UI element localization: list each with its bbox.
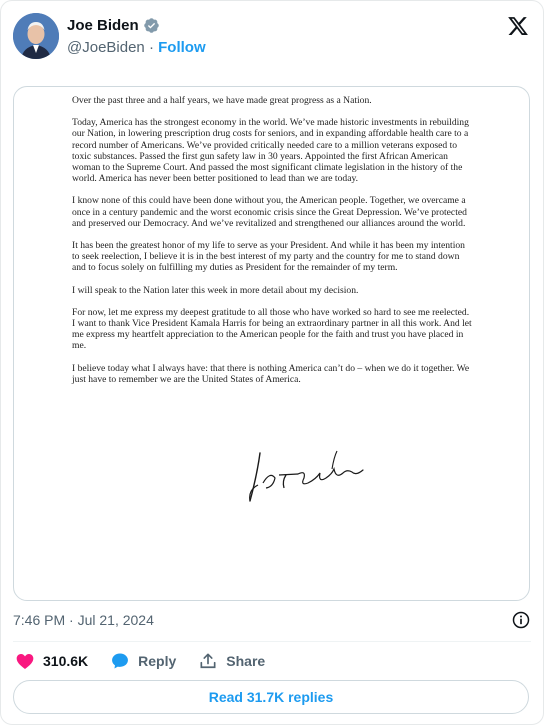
x-logo-icon[interactable] bbox=[507, 15, 529, 37]
tweet-header bbox=[13, 11, 531, 63]
tweet-meta bbox=[13, 609, 531, 631]
handle[interactable]: @JoeBiden bbox=[67, 39, 145, 56]
reply-label: Reply bbox=[138, 653, 177, 669]
like-button[interactable] bbox=[15, 651, 88, 671]
letter-image[interactable] bbox=[13, 86, 530, 601]
letter-paragraph: I believe today what I always have: that there is nothing America can’t do – when we do it together. We just have to remember we are the United States of America. bbox=[72, 362, 470, 385]
letter-text bbox=[72, 95, 474, 396]
follow-button[interactable]: Follow bbox=[158, 39, 206, 56]
info-icon[interactable] bbox=[511, 610, 531, 630]
avatar[interactable] bbox=[13, 13, 59, 59]
share-button[interactable] bbox=[198, 651, 265, 671]
letter-paragraph: It has been the greatest honor of my life to serve as your President. And while it has been my intention to seek reelection, I believe it is in the best interest of my party and the country for me to stand down and to focus solely on fulfilling my duties as President for the remainder of my term. bbox=[72, 240, 465, 274]
read-replies-button[interactable]: Read 31.7K replies bbox=[13, 680, 529, 714]
letter-paragraph: For now, let me express my deepest gratitude to all those who have worked so hard to see me reelected. I want to thank Vice President Kamala Harris for being an extraordinary partner in all this work. And let me express my heartfelt appreciation to the American people for the faith and trust you have placed in me. bbox=[72, 306, 472, 352]
verified-badge-icon bbox=[143, 17, 160, 34]
share-icon bbox=[198, 651, 218, 671]
speech-bubble-icon bbox=[110, 651, 130, 671]
heart-icon bbox=[15, 651, 35, 671]
timestamp[interactable]: 7:46 PM · Jul 21, 2024 bbox=[13, 612, 154, 628]
share-label: Share bbox=[226, 653, 266, 669]
letter-paragraph: I will speak to the Nation later this week in more detail about my decision. bbox=[72, 284, 359, 296]
reply-button[interactable] bbox=[110, 651, 176, 671]
divider bbox=[13, 641, 531, 642]
like-count: 310.6K bbox=[43, 653, 89, 669]
letter-paragraph: Over the past three and a half years, we have made great progress as a Nation. bbox=[72, 95, 372, 106]
letter-paragraph: Today, America has the strongest economy in the world. We’ve made historic investments in rebuilding our Nation, in lowering prescription drug costs for seniors, and in expanding affordable health care to a record number of Americans. We’ve provided critically needed care to a million veterans exposed to toxic substances. Passed the first gun safety law in 30 years. Appointed the first African American woman to the Supreme Court. And passed the most significant climate legislation in the history of the world. America has never been better positioned to lead than we are today. bbox=[72, 117, 469, 185]
handle-separator: · bbox=[144, 39, 159, 56]
action-bar bbox=[15, 649, 287, 673]
signature bbox=[246, 445, 386, 505]
display-name[interactable]: Joe Biden bbox=[67, 17, 139, 34]
letter-paragraph: I know none of this could have been done without you, the American people. Together, we overcame a once in a century pandemic and the worst economic crisis since the Great Depression. We’ve protected and preserved our Democracy. And we’ve revitalized and strengthened our alliances around the world. bbox=[72, 195, 467, 229]
